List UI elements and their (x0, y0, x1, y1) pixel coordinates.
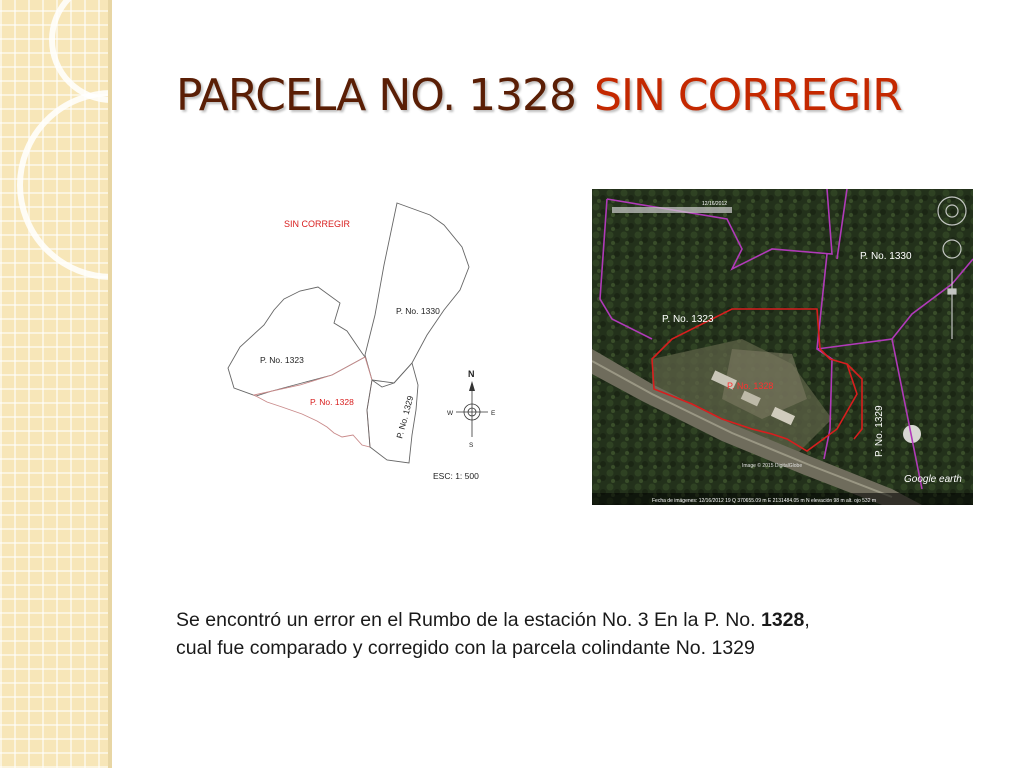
sat-label-1328: P. No. 1328 (727, 381, 774, 391)
parcel-plan-drawing (222, 195, 522, 495)
compass-north: N (468, 369, 475, 379)
time-slider[interactable] (612, 207, 732, 213)
title-status: SIN CORREGIR (594, 70, 902, 121)
caption-line1-text: Se encontró un error en el Rumbo de la estación No. 3 En la P. No. (176, 609, 761, 631)
compass-east: E (491, 410, 496, 417)
compass-south: S (469, 442, 474, 449)
slide-title (176, 70, 902, 121)
sat-copyright: Image © 2015 DigitalGlobe (742, 463, 803, 469)
parcel-1330-outline (365, 203, 469, 387)
parcel-1323-outline (228, 287, 365, 396)
sat-label-1323: P. No. 1323 (662, 314, 714, 325)
sat-label-1330: P. No. 1330 (860, 251, 912, 262)
plan-label-1323: P. No. 1323 (260, 355, 304, 365)
compass-west: W (447, 410, 454, 417)
sat-label-1329: P. No. 1329 (874, 405, 885, 457)
compass-rose-icon (456, 381, 488, 437)
decorative-circles (0, 0, 112, 768)
parcel-plan (222, 195, 522, 495)
decorative-side-strip (0, 0, 112, 768)
sat-date-top: 12/16/2012 (702, 201, 728, 207)
plan-scale: ESC: 1: 500 (433, 471, 479, 481)
caption-line1-end: , (804, 609, 810, 631)
sat-status-bar: Fecha de imágenes: 12/16/2012 19 Q 370655.09 m E 2131484.05 m N elevación 98 m alt. ojo 532 m (652, 498, 877, 504)
google-earth-logo: Google earth (904, 474, 962, 485)
title-parcel: PARCELA NO. 1328 (176, 70, 577, 121)
satellite-image (592, 189, 973, 505)
satellite-map (592, 189, 973, 505)
caption-parcel-number: 1328 (760, 609, 805, 631)
caption-text (176, 606, 976, 662)
plan-label-1328: P. No. 1328 (310, 397, 354, 407)
plan-label-1329: P. No. 1329 (394, 394, 416, 440)
plan-status-label: SIN CORREGIR (284, 219, 351, 229)
plan-label-1330: P. No. 1330 (396, 306, 440, 316)
caption-line2-text: cual fue comparado y corregido con la parcela colindante No. 1329 (176, 637, 755, 659)
